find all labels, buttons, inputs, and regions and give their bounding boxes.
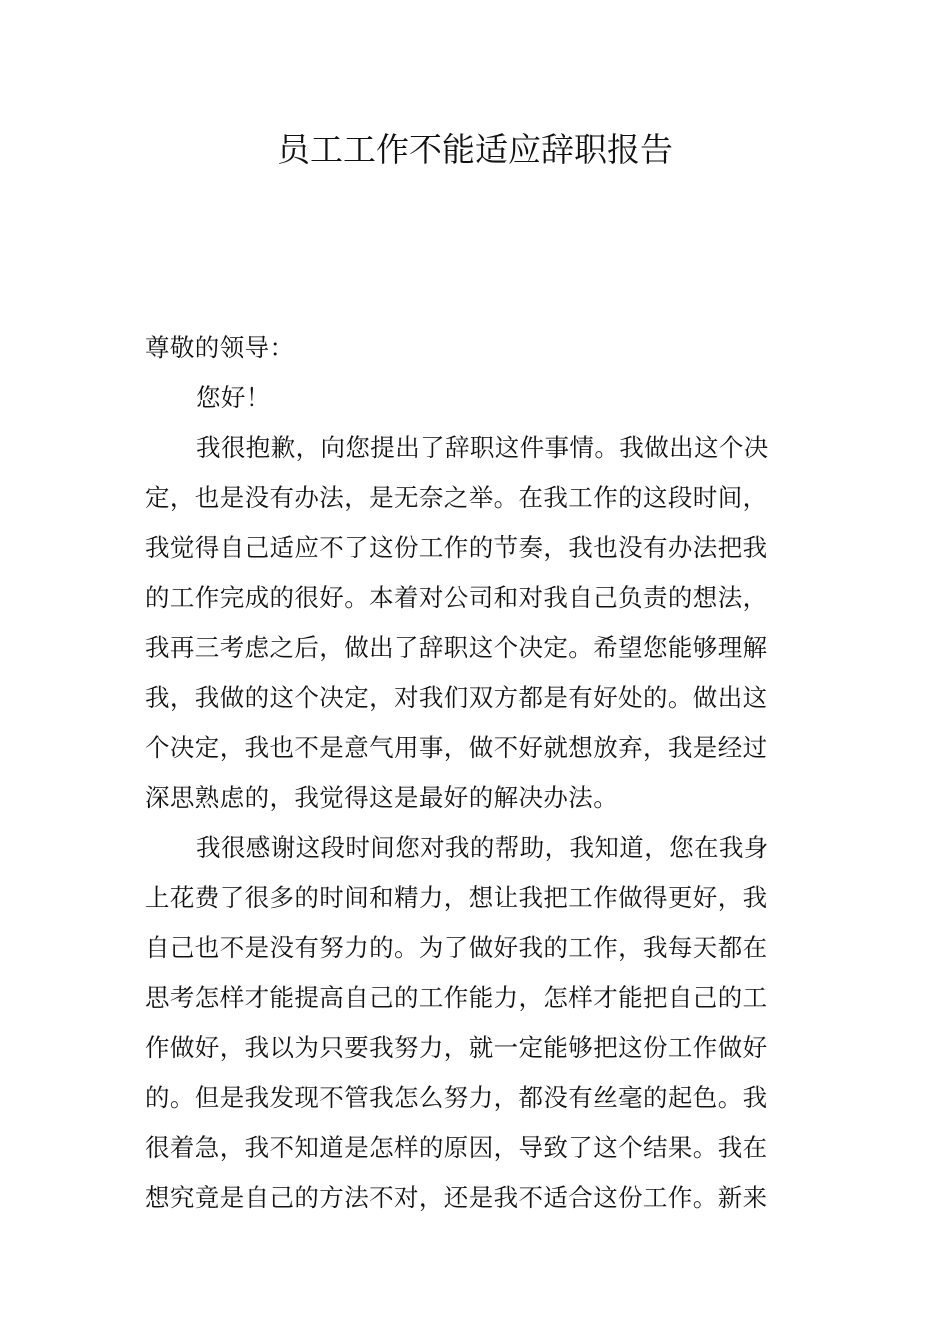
paragraph-2-line-5: 作做好，我以为只要我努力，就一定能够把这份工作做好 bbox=[145, 1033, 768, 1062]
greeting: 您好！ bbox=[196, 383, 271, 412]
paragraph-2-line-4: 思考怎样才能提高自己的工作能力，怎样才能把自己的工 bbox=[145, 983, 768, 1012]
paragraph-2-line-2: 上花费了很多的时间和精力，想让我把工作做得更好，我 bbox=[145, 883, 768, 912]
paragraph-2-line-3: 自己也不是没有努力的。为了做好我的工作，我每天都在 bbox=[145, 933, 768, 962]
paragraph-2-line-1: 我很感谢这段时间您对我的帮助，我知道，您在我身 bbox=[196, 833, 769, 862]
paragraph-1-line-1: 我很抱歉，向您提出了辞职这件事情。我做出这个决 bbox=[196, 433, 769, 462]
paragraph-1-line-8: 深思熟虑的，我觉得这是最好的解决办法。 bbox=[145, 783, 619, 812]
paragraph-1-line-3: 我觉得自己适应不了这份工作的节奏，我也没有办法把我 bbox=[145, 533, 768, 562]
paragraph-2-line-6: 的。但是我发现不管我怎么努力，都没有丝毫的起色。我 bbox=[145, 1083, 768, 1112]
paragraph-1-line-6: 我，我做的这个决定，对我们双方都是有好处的。做出这 bbox=[145, 683, 768, 712]
paragraph-1-line-4: 的工作完成的很好。本着对公司和对我自己负责的想法， bbox=[145, 583, 768, 612]
document-title: 员工工作不能适应辞职报告 bbox=[277, 130, 673, 169]
paragraph-1-line-2: 定，也是没有办法，是无奈之举。在我工作的这段时间， bbox=[145, 483, 768, 512]
paragraph-2-line-7: 很着急，我不知道是怎样的原因，导致了这个结果。我在 bbox=[145, 1133, 768, 1162]
paragraph-2-line-8: 想究竟是自己的方法不对，还是我不适合这份工作。新来 bbox=[145, 1183, 768, 1212]
paragraph-1-line-5: 我再三考虑之后，做出了辞职这个决定。希望您能够理解 bbox=[145, 633, 768, 662]
paragraph-1-line-7: 个决定，我也不是意气用事，做不好就想放弃，我是经过 bbox=[145, 733, 768, 762]
salutation: 尊敬的领导： bbox=[145, 333, 295, 362]
